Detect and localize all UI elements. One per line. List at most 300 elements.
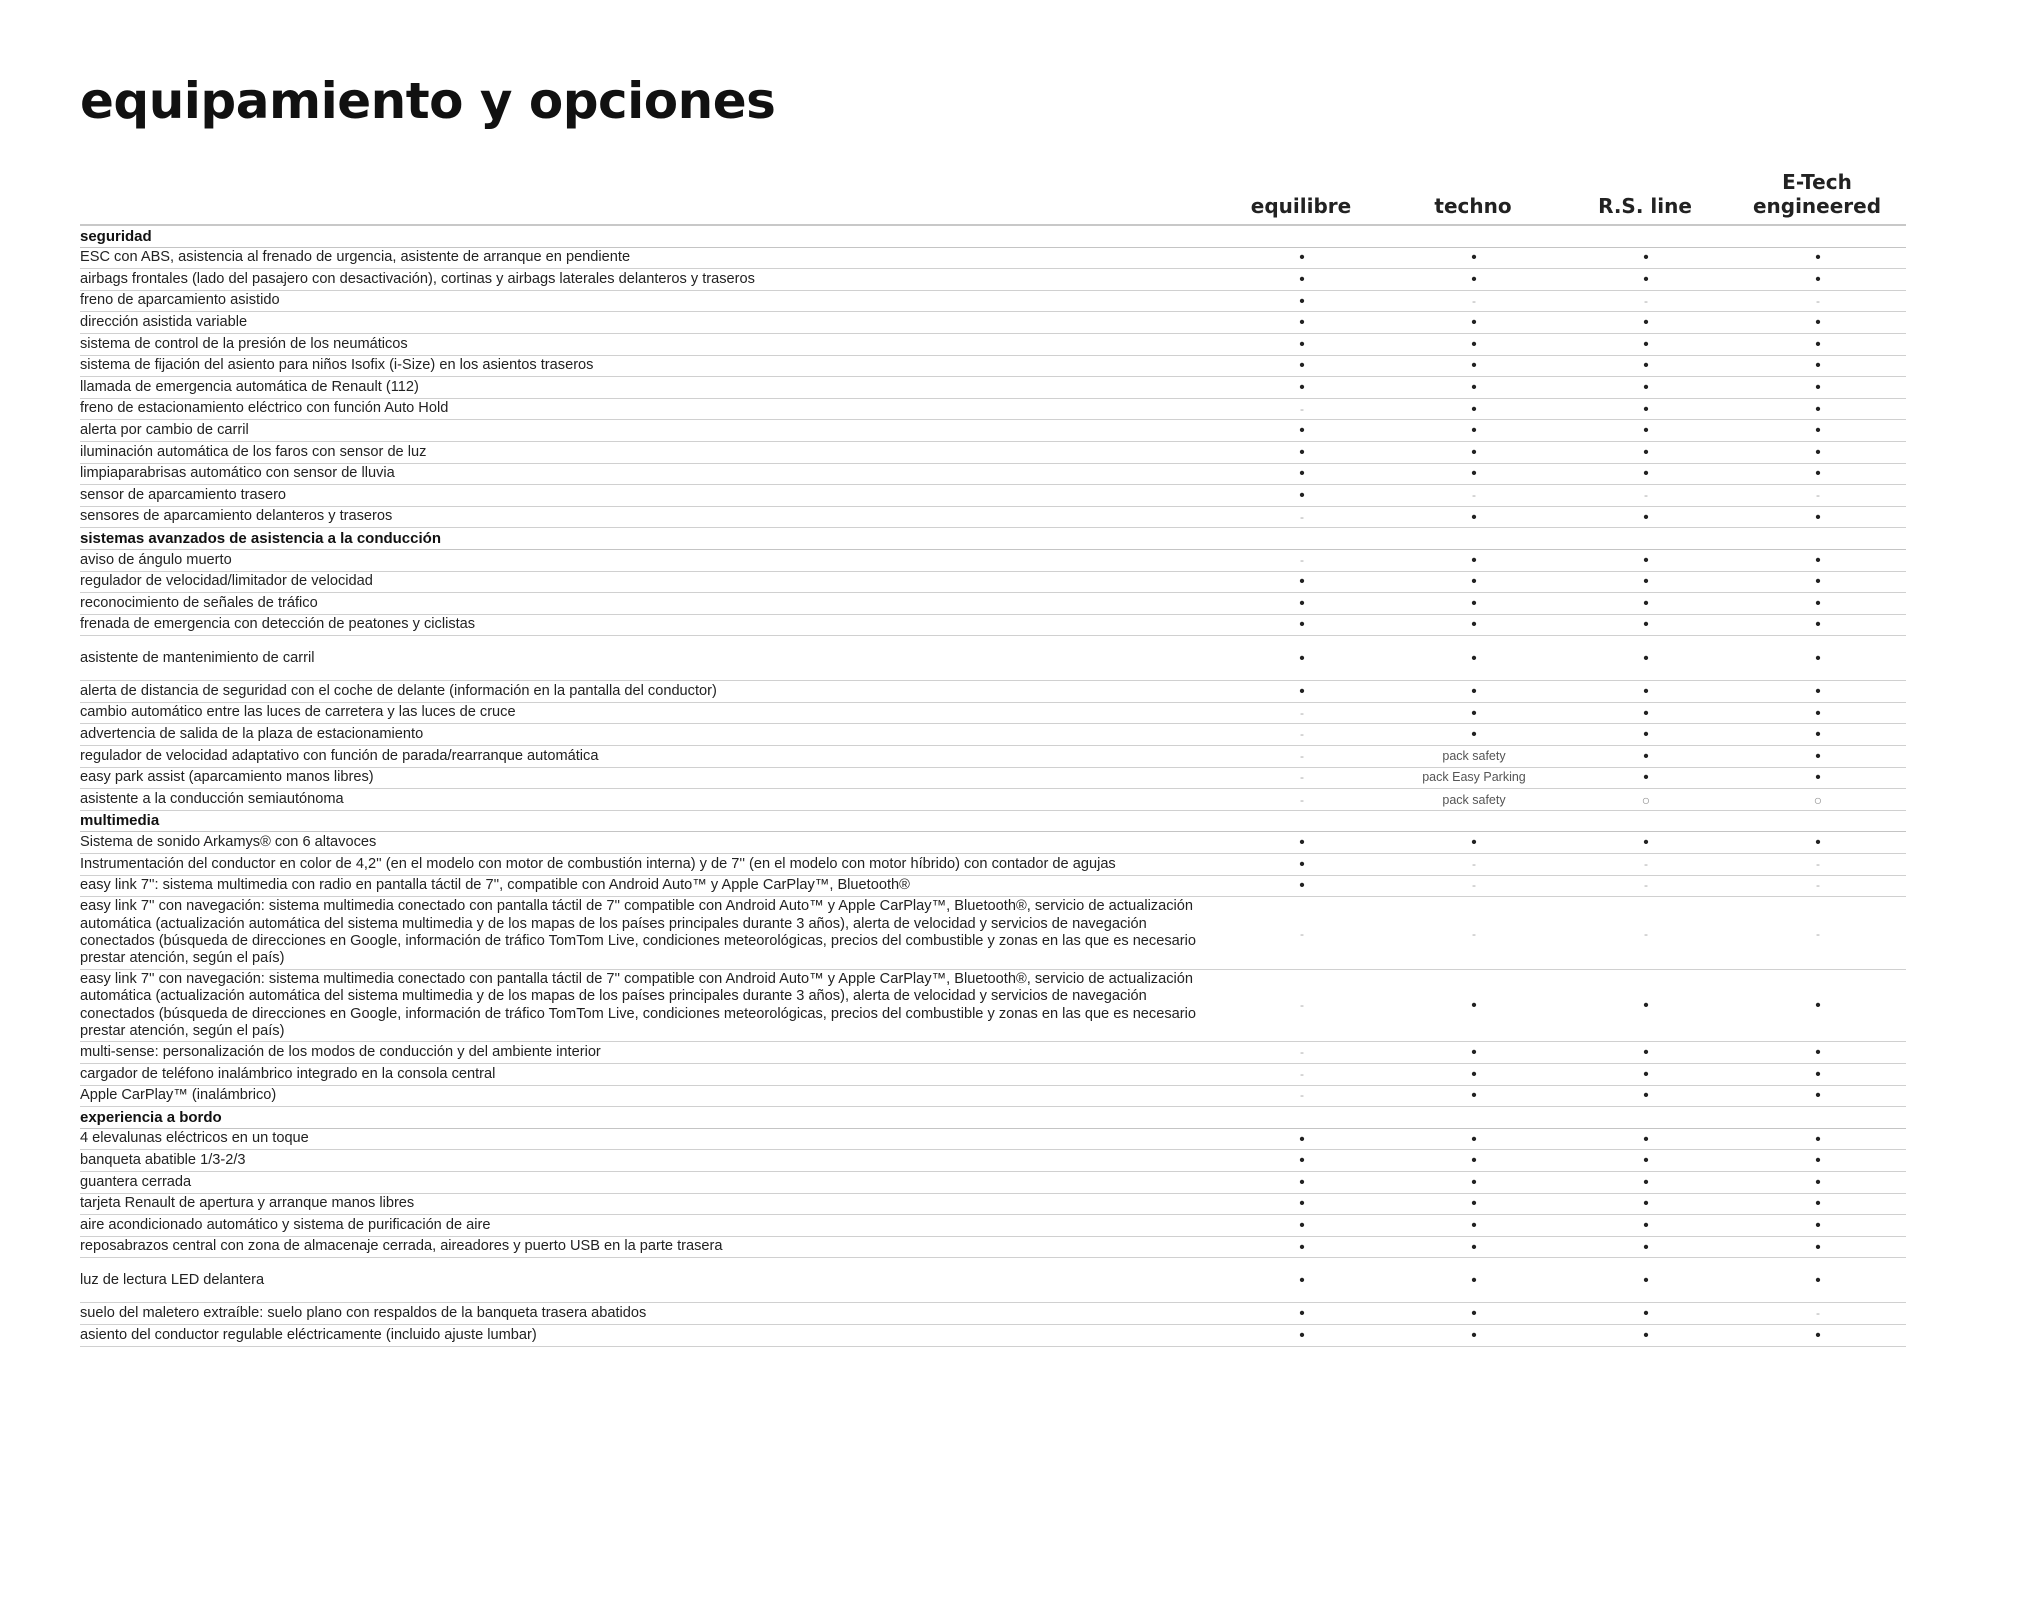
row-values — [1216, 336, 1906, 353]
row-values — [1216, 401, 1906, 418]
section-title: seguridad — [80, 227, 152, 245]
value-cell: • — [1299, 270, 1305, 288]
value-cell: • — [1643, 1152, 1649, 1170]
value-cell: • — [1815, 649, 1821, 667]
row-values — [1216, 616, 1906, 633]
value-cell: • — [1643, 594, 1649, 612]
value-cell: • — [1471, 1044, 1477, 1062]
value-cell: - — [1300, 998, 1304, 1013]
value-cell: • — [1643, 747, 1649, 765]
row-values — [1216, 314, 1906, 331]
value-cell: - — [1300, 1066, 1304, 1081]
feature-label: aviso de ángulo muerto — [80, 551, 232, 568]
value-cell: • — [1815, 747, 1821, 765]
row-values — [1216, 271, 1906, 288]
value-cell: • — [1815, 314, 1821, 332]
feature-label: sistema de control de la presión de los neumáticos — [80, 335, 408, 352]
column-header-techno: techno — [1434, 194, 1512, 218]
table-row — [80, 1194, 1906, 1216]
value-cell: • — [1643, 1326, 1649, 1344]
value-cell: • — [1471, 314, 1477, 332]
row-values — [1216, 1044, 1906, 1061]
value-cell: • — [1643, 1173, 1649, 1191]
value-cell: • — [1299, 616, 1305, 634]
table-row — [80, 572, 1906, 594]
value-cell: - — [1816, 926, 1820, 941]
row-values — [1216, 573, 1906, 590]
value-cell: • — [1815, 465, 1821, 483]
value-cell: ○ — [1641, 791, 1651, 808]
value-cell: • — [1643, 1130, 1649, 1148]
value-cell: • — [1815, 357, 1821, 375]
value-cell: • — [1471, 1326, 1477, 1344]
table-row — [80, 399, 1906, 421]
feature-label: easy park assist (aparcamiento manos libres) — [80, 769, 374, 786]
value-cell: • — [1471, 834, 1477, 852]
value-cell: • — [1643, 997, 1649, 1015]
value-cell: • — [1815, 378, 1821, 396]
table-row — [80, 746, 1906, 768]
row-values — [1216, 877, 1906, 894]
value-cell: • — [1815, 400, 1821, 418]
value-cell: • — [1471, 1238, 1477, 1256]
value-cell: • — [1643, 573, 1649, 591]
feature-label: asistente a la conducción semiautónoma — [80, 790, 344, 807]
feature-label: cambio automático entre las luces de carretera y las luces de cruce — [80, 704, 516, 721]
value-cell: • — [1643, 704, 1649, 722]
feature-label: easy link 7'' con navegación: sistema multimedia conectado con pantalla táctil de 7'' compatible con Android Auto™ y Apple CarPlay™, Bluetooth®, servicio de actualización automática (actualización automática del sistema multimedia y de los mapas de los países principales durante 3 años), alerta de velocidad y servicios de navegación conectados (búsqueda de direcciones en Google, información de tráfico TomTom Live, condiciones meteorológicas, precios del combustible y zonas en las que es necesario prestar atención, según el país) — [80, 970, 1196, 1040]
value-cell: • — [1643, 400, 1649, 418]
value-cell: - — [1816, 487, 1820, 502]
value-cell: • — [1471, 594, 1477, 612]
value-cell: • — [1299, 649, 1305, 667]
row-values — [1216, 705, 1906, 722]
table-row — [80, 442, 1906, 464]
feature-label: easy link 7'': sistema multimedia con radio en pantalla táctil de 7'', compatible con Android Auto™ y Apple CarPlay™, Bluetooth® — [80, 877, 910, 894]
value-cell: pack Easy Parking — [1422, 770, 1526, 785]
value-cell: • — [1815, 1065, 1821, 1083]
column-header-equilibre: equilibre — [1250, 194, 1352, 218]
value-cell: • — [1815, 573, 1821, 591]
row-values — [1216, 1131, 1906, 1148]
value-cell: - — [1644, 487, 1648, 502]
table-row — [80, 789, 1906, 811]
feature-label: sistema de fijación del asiento para niños Isofix (i-Size) en los asientos traseros — [80, 357, 594, 374]
feature-label: Instrumentación del conductor en color de 4,2'' (en el modelo con motor de combustión interna) y de 7'' (en el modelo con motor híbrido) con contador de agujas — [80, 855, 1116, 872]
table-row — [80, 636, 1906, 681]
column-header-rs-line: R.S. line — [1598, 194, 1692, 218]
value-cell: • — [1299, 465, 1305, 483]
value-cell: • — [1471, 1130, 1477, 1148]
value-cell: • — [1471, 1087, 1477, 1105]
value-cell: • — [1815, 270, 1821, 288]
value-cell: - — [1816, 856, 1820, 871]
value-cell: • — [1815, 1195, 1821, 1213]
table-row — [80, 703, 1906, 725]
value-cell: • — [1299, 594, 1305, 612]
table-row — [80, 291, 1906, 313]
value-cell: • — [1643, 769, 1649, 787]
value-cell: • — [1815, 335, 1821, 353]
value-cell: • — [1643, 465, 1649, 483]
value-cell: - — [1816, 293, 1820, 308]
value-cell: - — [1300, 1045, 1304, 1060]
feature-label: frenada de emergencia con detección de peatones y ciclistas — [80, 616, 476, 633]
value-cell: - — [1300, 727, 1304, 742]
table-row — [80, 377, 1906, 399]
row-values — [1216, 465, 1906, 482]
row-values — [1216, 1152, 1906, 1169]
value-cell: - — [1300, 401, 1304, 416]
row-values — [1216, 509, 1906, 526]
row-values — [1216, 1087, 1906, 1104]
value-cell: • — [1299, 292, 1305, 310]
value-cell: • — [1299, 855, 1305, 873]
value-cell: • — [1471, 1271, 1477, 1289]
value-cell: • — [1299, 1173, 1305, 1191]
value-cell: • — [1299, 683, 1305, 701]
table-row — [80, 420, 1906, 442]
value-cell: • — [1471, 726, 1477, 744]
feature-label: sensor de aparcamiento trasero — [80, 486, 287, 503]
feature-label: Sistema de sonido Arkamys® con 6 altavoces — [80, 834, 377, 851]
value-cell: • — [1299, 378, 1305, 396]
value-cell: • — [1471, 997, 1477, 1015]
value-cell: • — [1815, 726, 1821, 744]
row-values — [1216, 926, 1906, 941]
table-row — [80, 507, 1906, 529]
section-header-row — [80, 811, 1906, 833]
value-cell: • — [1471, 357, 1477, 375]
value-cell: • — [1643, 1271, 1649, 1289]
value-cell: • — [1643, 357, 1649, 375]
value-cell: • — [1815, 1087, 1821, 1105]
value-cell: • — [1815, 551, 1821, 569]
value-cell: • — [1815, 1173, 1821, 1191]
table-row — [80, 550, 1906, 572]
row-values — [1216, 422, 1906, 439]
row-values — [1216, 856, 1906, 873]
value-cell: • — [1815, 1217, 1821, 1235]
column-header-etech-engineered: E-Tech engineered — [1752, 170, 1882, 218]
value-cell: • — [1815, 704, 1821, 722]
table-row — [80, 464, 1906, 486]
table-row — [80, 970, 1906, 1043]
value-cell: • — [1815, 1130, 1821, 1148]
feature-label: ESC con ABS, asistencia al frenado de urgencia, asistente de arranque en pendiente — [80, 249, 631, 266]
value-cell: • — [1643, 551, 1649, 569]
feature-label: reconocimiento de señales de tráfico — [80, 594, 318, 611]
value-cell: • — [1299, 443, 1305, 461]
value-cell: • — [1471, 422, 1477, 440]
row-values — [1216, 726, 1906, 743]
value-cell: • — [1471, 400, 1477, 418]
value-cell: • — [1815, 508, 1821, 526]
row-values — [1216, 379, 1906, 396]
value-cell: • — [1471, 378, 1477, 396]
value-cell: • — [1471, 1217, 1477, 1235]
value-cell: - — [1472, 926, 1476, 941]
feature-label: luz de lectura LED delantera — [80, 1271, 265, 1288]
value-cell: • — [1299, 422, 1305, 440]
value-cell: • — [1643, 1305, 1649, 1323]
value-cell: • — [1815, 422, 1821, 440]
value-cell: • — [1643, 378, 1649, 396]
value-cell: • — [1643, 1044, 1649, 1062]
row-values — [1216, 487, 1906, 504]
value-cell: • — [1643, 1238, 1649, 1256]
value-cell: • — [1815, 1271, 1821, 1289]
table-row — [80, 615, 1906, 637]
value-cell: - — [1644, 926, 1648, 941]
row-values — [1216, 1195, 1906, 1212]
table-row — [80, 1150, 1906, 1172]
table-row — [80, 1129, 1906, 1151]
value-cell: • — [1643, 443, 1649, 461]
feature-label: alerta por cambio de carril — [80, 421, 249, 438]
value-cell: • — [1815, 594, 1821, 612]
value-cell: • — [1815, 997, 1821, 1015]
row-values — [1216, 997, 1906, 1014]
value-cell: • — [1815, 1326, 1821, 1344]
feature-label: guantera cerrada — [80, 1173, 192, 1190]
value-cell: • — [1643, 249, 1649, 267]
table-row — [80, 1042, 1906, 1064]
row-values — [1216, 650, 1906, 667]
value-cell: • — [1643, 616, 1649, 634]
row-values — [1216, 444, 1906, 461]
feature-label: sensores de aparcamiento delanteros y traseros — [80, 508, 393, 525]
table-row — [80, 485, 1906, 507]
section-title: multimedia — [80, 812, 160, 830]
value-cell: • — [1299, 1326, 1305, 1344]
value-cell: • — [1815, 683, 1821, 701]
value-cell: • — [1471, 1152, 1477, 1170]
value-cell: - — [1300, 705, 1304, 720]
feature-label: easy link 7'' con navegación: sistema multimedia conectado con pantalla táctil de 7'' compatible con Android Auto™ y Apple CarPlay™, Bluetooth®, servicio de actualización automática (actualización automática del sistema multimedia y de los mapas de los países principales durante 3 años), alerta de velocidad y servicios de navegación conectados (búsqueda de direcciones en Google, información de tráfico TomTom Live, condiciones meteorológicas, precios del combustible y zonas en las que es necesario prestar atención, según el país) — [80, 898, 1196, 967]
table-row — [80, 248, 1906, 270]
value-cell: • — [1643, 1195, 1649, 1213]
value-cell: • — [1471, 465, 1477, 483]
row-values — [1216, 595, 1906, 612]
value-cell: • — [1299, 834, 1305, 852]
value-cell: • — [1643, 683, 1649, 701]
feature-label: regulador de velocidad/limitador de velocidad — [80, 573, 373, 590]
value-cell: • — [1471, 551, 1477, 569]
value-cell: • — [1643, 508, 1649, 526]
value-cell: • — [1299, 314, 1305, 332]
row-values — [1216, 1239, 1906, 1256]
feature-label: iluminación automática de los faros con sensor de luz — [80, 443, 427, 460]
value-cell: • — [1299, 877, 1305, 895]
value-cell: • — [1299, 1305, 1305, 1323]
table-row — [80, 681, 1906, 703]
feature-label: cargador de teléfono inalámbrico integrado en la consola central — [80, 1065, 496, 1082]
value-cell: - — [1472, 293, 1476, 308]
feature-label: suelo del maletero extraíble: suelo plano con respaldos de la banqueta trasera abatidos — [80, 1305, 647, 1321]
table-row — [80, 1086, 1906, 1108]
value-cell: • — [1815, 616, 1821, 634]
value-cell: • — [1471, 1173, 1477, 1191]
value-cell: • — [1471, 270, 1477, 288]
value-cell: • — [1643, 1087, 1649, 1105]
value-cell: - — [1300, 552, 1304, 567]
table-row — [80, 334, 1906, 356]
value-cell: • — [1815, 1238, 1821, 1256]
value-cell: - — [1300, 1088, 1304, 1103]
value-cell: • — [1299, 486, 1305, 504]
value-cell: • — [1299, 357, 1305, 375]
table-row — [80, 593, 1906, 615]
feature-label: llamada de emergencia automática de Renault (112) — [80, 378, 419, 395]
equipment-table — [80, 224, 1906, 1347]
feature-label: dirección asistida variable — [80, 313, 248, 330]
value-cell: pack safety — [1442, 792, 1506, 807]
feature-label: advertencia de salida de la plaza de estacionamiento — [80, 726, 424, 743]
section-title: sistemas avanzados de asistencia a la conducción — [80, 529, 441, 547]
feature-label: freno de estacionamiento eléctrico con función Auto Hold — [80, 400, 449, 417]
value-cell: • — [1299, 1271, 1305, 1289]
feature-label: asiento del conductor regulable eléctricamente (incluido ajuste lumbar) — [80, 1326, 537, 1343]
value-cell: - — [1644, 878, 1648, 893]
row-values — [1216, 834, 1906, 851]
value-cell: • — [1299, 335, 1305, 353]
value-cell: • — [1471, 573, 1477, 591]
feature-label: reposabrazos central con zona de almacenaje cerrada, aireadores y puerto USB en la parte trasera — [80, 1238, 723, 1255]
row-values — [1216, 1174, 1906, 1191]
table-row — [80, 876, 1906, 898]
row-values — [1216, 748, 1906, 765]
value-cell: - — [1472, 856, 1476, 871]
value-cell: • — [1471, 335, 1477, 353]
value-cell: • — [1299, 1238, 1305, 1256]
value-cell: • — [1471, 649, 1477, 667]
table-row — [80, 312, 1906, 334]
section-title: experiencia a bordo — [80, 1108, 222, 1126]
value-cell: - — [1644, 293, 1648, 308]
value-cell: • — [1471, 443, 1477, 461]
row-values — [1216, 249, 1906, 266]
value-cell: • — [1643, 1065, 1649, 1083]
table-row — [80, 897, 1906, 970]
value-cell: • — [1471, 683, 1477, 701]
value-cell: • — [1299, 249, 1305, 267]
value-cell: - — [1644, 856, 1648, 871]
value-cell: - — [1300, 509, 1304, 524]
value-cell: - — [1300, 748, 1304, 763]
feature-label: regulador de velocidad adaptativo con función de parada/rearranque automática — [80, 747, 599, 764]
value-cell: - — [1300, 792, 1304, 807]
feature-label: aire acondicionado automático y sistema de purificación de aire — [80, 1216, 491, 1233]
table-row — [80, 768, 1906, 790]
value-cell: • — [1815, 1044, 1821, 1062]
value-cell: • — [1643, 335, 1649, 353]
table-row — [80, 1303, 1906, 1325]
value-cell: • — [1471, 249, 1477, 267]
page-title: equipamiento y opciones — [80, 72, 776, 130]
table-row — [80, 269, 1906, 291]
feature-label: freno de aparcamiento asistido — [80, 292, 280, 309]
table-row — [80, 1258, 1906, 1303]
value-cell: - — [1300, 770, 1304, 785]
value-cell: • — [1643, 726, 1649, 744]
row-values — [1216, 792, 1906, 808]
feature-label: banqueta abatible 1/3-2/3 — [80, 1152, 246, 1169]
value-cell: • — [1643, 834, 1649, 852]
value-cell: • — [1643, 314, 1649, 332]
value-cell: - — [1300, 926, 1304, 941]
value-cell: • — [1471, 1305, 1477, 1323]
feature-label: airbags frontales (lado del pasajero con desactivación), cortinas y airbags laterales delanteros y traseros — [80, 270, 755, 287]
value-cell: • — [1815, 1152, 1821, 1170]
table-row — [80, 1325, 1906, 1347]
value-cell: • — [1643, 649, 1649, 667]
value-cell: • — [1815, 443, 1821, 461]
value-cell: • — [1299, 1130, 1305, 1148]
row-values — [1216, 293, 1906, 310]
table-row — [80, 1215, 1906, 1237]
value-cell: • — [1471, 1065, 1477, 1083]
section-header-row — [80, 1107, 1906, 1129]
section-header-row — [80, 226, 1906, 248]
value-cell: ○ — [1813, 791, 1823, 808]
value-cell: - — [1472, 878, 1476, 893]
value-cell: • — [1815, 249, 1821, 267]
row-values — [1216, 1217, 1906, 1234]
row-values — [1216, 769, 1906, 786]
value-cell: • — [1471, 704, 1477, 722]
table-row — [80, 832, 1906, 854]
row-values — [1216, 1066, 1906, 1083]
row-values — [1216, 1327, 1906, 1344]
row-values — [1216, 683, 1906, 700]
value-cell: • — [1471, 1195, 1477, 1213]
value-cell: • — [1815, 834, 1821, 852]
row-values — [1216, 357, 1906, 374]
value-cell: • — [1299, 1152, 1305, 1170]
value-cell: - — [1816, 1306, 1820, 1321]
value-cell: - — [1816, 878, 1820, 893]
value-cell: • — [1815, 769, 1821, 787]
column-header-row — [80, 166, 1906, 218]
value-cell: • — [1299, 573, 1305, 591]
table-row — [80, 1064, 1906, 1086]
feature-label: Apple CarPlay™ (inalámbrico) — [80, 1087, 277, 1104]
value-cell: • — [1471, 508, 1477, 526]
row-values — [1216, 552, 1906, 569]
value-cell: • — [1643, 1217, 1649, 1235]
feature-label: tarjeta Renault de apertura y arranque manos libres — [80, 1195, 415, 1212]
value-cell: • — [1643, 270, 1649, 288]
value-cell: pack safety — [1442, 748, 1506, 763]
row-values — [1216, 1272, 1906, 1289]
table-row — [80, 724, 1906, 746]
section-header-row — [80, 528, 1906, 550]
feature-label: asistente de mantenimiento de carril — [80, 649, 315, 666]
value-cell: • — [1299, 1195, 1305, 1213]
row-values — [1216, 1305, 1906, 1322]
value-cell: • — [1471, 616, 1477, 634]
feature-label: alerta de distancia de seguridad con el coche de delante (información en la pantalla del conductor) — [80, 682, 717, 699]
table-row — [80, 854, 1906, 876]
table-row — [80, 1237, 1906, 1259]
table-row — [80, 1172, 1906, 1194]
value-cell: - — [1472, 487, 1476, 502]
feature-label: 4 elevalunas eléctricos en un toque — [80, 1130, 309, 1147]
value-cell: • — [1299, 1217, 1305, 1235]
feature-label: limpiaparabrisas automático con sensor de lluvia — [80, 465, 395, 482]
feature-label: multi-sense: personalización de los modos de conducción y del ambiente interior — [80, 1044, 601, 1061]
